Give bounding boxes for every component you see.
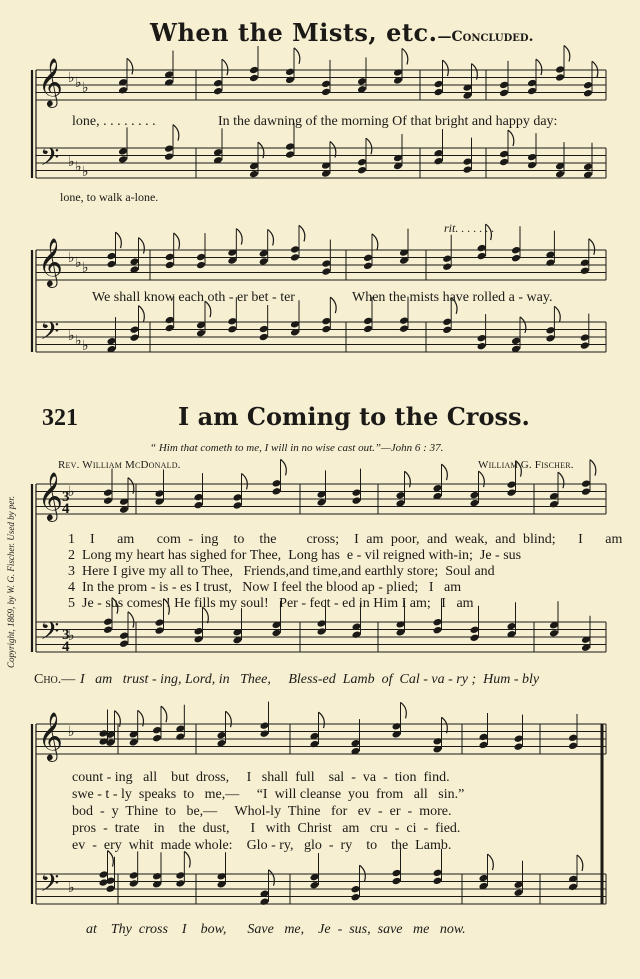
bass-note	[259, 325, 269, 334]
treble-note	[285, 68, 295, 77]
bass-note	[433, 626, 443, 635]
system2-lyric-b: When the mists have rolled a - way.	[352, 290, 553, 305]
treble-note-flag	[443, 60, 449, 76]
treble-note-flag	[226, 711, 232, 727]
treble-note	[260, 721, 270, 730]
time-signature: 3	[62, 627, 70, 643]
treble-note	[555, 73, 565, 82]
treble-note-flag	[564, 45, 570, 61]
treble-note-flag	[590, 460, 596, 476]
treble-note	[321, 88, 331, 97]
treble-note-flag	[294, 48, 300, 64]
bass-note	[194, 635, 204, 644]
treble-note	[581, 479, 591, 488]
bass-note	[470, 634, 480, 643]
treble-note	[499, 89, 509, 98]
flat-sign: ♭	[82, 81, 89, 96]
bass-note	[227, 325, 237, 334]
treble-note	[152, 726, 162, 735]
treble-note-flag	[592, 61, 598, 77]
bass-note	[568, 883, 578, 892]
bass-note	[357, 158, 367, 167]
treble-note-flag	[268, 229, 274, 245]
system2-lyric-a: We shall know each oth - er bet - ter	[92, 290, 295, 305]
bass-clef: 𝄢	[40, 869, 60, 904]
verse1-line2: count - ing all but dross, I shall full sal - va - tion find.	[72, 770, 450, 785]
treble-note-flag	[479, 471, 485, 487]
treble-note	[249, 66, 259, 75]
bass-note	[285, 142, 295, 151]
bass-note-flag	[269, 870, 275, 886]
treble-note-flag	[319, 712, 325, 728]
bass-note-flag	[508, 130, 514, 146]
time-signature: 3	[62, 489, 70, 505]
treble-clef: 𝄞	[38, 471, 63, 520]
treble-note-flag	[127, 58, 133, 74]
bass-note	[351, 885, 361, 894]
bass-note	[130, 333, 140, 342]
treble-note-flag	[174, 233, 180, 249]
bass-note	[477, 334, 487, 343]
treble-note-flag	[442, 717, 448, 733]
bass-note	[155, 618, 165, 627]
treble-clef: 𝄞	[38, 57, 63, 106]
treble-note	[583, 81, 593, 90]
treble-note	[499, 81, 509, 90]
bass-note	[129, 871, 139, 880]
treble-note	[107, 252, 117, 261]
treble-note	[507, 480, 517, 489]
bass-note-flag	[488, 854, 494, 870]
flat-sign: ♭	[68, 629, 75, 644]
bass-note-flag	[173, 125, 179, 141]
verse2-line2: swe - t - ly speaks to me,— “I will cleanse you from all sin.”	[72, 787, 465, 802]
bass-note	[545, 334, 555, 343]
bass-note	[175, 871, 185, 880]
flat-sign: ♭	[68, 485, 75, 500]
bass-note	[155, 626, 165, 635]
treble-note	[357, 77, 367, 86]
bass-note	[399, 324, 409, 333]
bass-note	[259, 333, 269, 342]
bass-note	[463, 165, 473, 174]
flat-sign: ♭	[75, 334, 82, 349]
bass-note	[165, 316, 175, 325]
treble-note-flag	[161, 706, 167, 722]
bass-note	[321, 317, 331, 326]
bass-note	[321, 325, 331, 334]
bass-note	[357, 166, 367, 175]
bass-note	[392, 877, 402, 886]
treble-note	[155, 489, 165, 498]
verse4-line2: pros - trate in the dust, I with Christ am cru - ci - fied.	[72, 821, 461, 836]
treble-note	[511, 254, 521, 263]
bass-note	[442, 326, 452, 335]
treble-note	[514, 742, 524, 751]
treble-note-flag	[139, 238, 145, 254]
bass-note-flag	[128, 612, 134, 628]
bass-note	[514, 888, 524, 897]
treble-note	[352, 496, 362, 505]
bass-note	[549, 629, 559, 638]
treble-note	[213, 87, 223, 96]
treble-note-flag	[236, 229, 242, 245]
bass-note	[434, 149, 444, 158]
treble-note	[479, 733, 489, 742]
treble-note	[107, 260, 117, 269]
bass-note	[310, 881, 320, 890]
treble-note-flag	[536, 59, 542, 75]
treble-note	[165, 261, 175, 270]
treble-note-flag	[116, 232, 122, 248]
flat-sign: ♭	[82, 261, 89, 276]
treble-note-flag	[281, 459, 287, 475]
treble-note	[175, 732, 185, 741]
bass-note	[479, 874, 489, 883]
treble-note-flag	[242, 473, 248, 489]
verse5-line2: ev - ery whit made whole: Glo - ry, glo - ry to the Lamb.	[72, 838, 452, 853]
treble-note	[249, 74, 259, 83]
bass-note	[129, 879, 139, 888]
treble-note	[363, 254, 373, 263]
flat-sign: ♭	[68, 71, 75, 86]
bass-note	[164, 144, 174, 153]
treble-note	[568, 734, 578, 743]
bass-note	[165, 324, 175, 333]
verse3-line2: bod - y Thine to be,— Whol-ly Thine for ev - er - more.	[72, 804, 452, 819]
bass-note-flag	[554, 306, 560, 322]
bass-note	[433, 877, 443, 886]
flat-sign: ♭	[75, 160, 82, 175]
treble-note	[580, 266, 590, 275]
treble-note	[442, 262, 452, 271]
bass-note	[321, 161, 331, 170]
treble-note	[363, 262, 373, 271]
bass-note	[175, 879, 185, 888]
treble-note	[580, 258, 590, 267]
treble-note	[194, 501, 204, 510]
bass-note	[119, 639, 129, 648]
verse1-line1: 1 I am com - ing to the cross; I am poor, and weak, and blind; I am	[68, 532, 623, 547]
treble-note	[433, 737, 443, 746]
bass-note	[463, 157, 473, 166]
bass-note	[217, 872, 227, 881]
verse5-line1: 5 Je - sus comes ! He fills my soul! Per - fect - ed in Him I am; I am	[68, 596, 474, 611]
treble-note-flag	[558, 472, 564, 488]
bass-note-flag	[360, 865, 366, 881]
system1-lyric-b: In the dawning of the morning Of that bright and happy day:	[218, 114, 558, 129]
verse4-line1: 4 In the prom - is - es I trust, Now I feel the blood ap - plied; I am	[68, 580, 462, 595]
bass-note-flag	[139, 306, 145, 322]
time-signature: 4	[62, 501, 70, 517]
bass-note	[290, 320, 300, 329]
treble-note	[555, 65, 565, 74]
treble-note	[527, 79, 537, 88]
bass-note	[164, 152, 174, 161]
bass-note	[396, 620, 406, 629]
treble-note	[233, 493, 243, 502]
bass-note	[433, 618, 443, 627]
treble-note	[321, 267, 331, 276]
treble-note	[165, 253, 175, 262]
system1-lyric-a: lone, . . . . . . . .	[72, 114, 156, 129]
bass-note	[317, 619, 327, 628]
treble-note-flag	[589, 239, 595, 255]
chorus-line2: at Thy cross I bow, Save me, Je - sus, save me now.	[86, 922, 466, 937]
treble-note	[393, 68, 403, 77]
author-credit: Rev. William McDonald.	[58, 459, 181, 471]
treble-note	[272, 479, 282, 488]
bass-note	[433, 869, 443, 878]
continued-title-text: When the Mists, etc.	[150, 18, 438, 47]
bass-note	[434, 157, 444, 166]
treble-note-flag	[401, 702, 407, 718]
treble-note	[233, 501, 243, 510]
treble-note-flag	[442, 464, 448, 480]
treble-note	[507, 488, 517, 497]
treble-note	[213, 79, 223, 88]
treble-note	[217, 731, 227, 740]
bass-note-flag	[366, 138, 372, 154]
bass-clef: 𝄢	[40, 617, 60, 652]
bass-note	[317, 627, 327, 636]
bass-note	[580, 333, 590, 342]
treble-note	[527, 87, 537, 96]
bass-note	[249, 170, 259, 179]
bass-note	[119, 631, 129, 640]
rit-marking: rit. . . . . . .	[444, 221, 495, 235]
bass-note	[130, 325, 140, 334]
bass-note	[99, 870, 109, 879]
bass-note	[351, 893, 361, 902]
treble-note	[155, 497, 165, 506]
treble-note	[545, 258, 555, 267]
treble-note	[511, 246, 521, 255]
treble-note	[194, 493, 204, 502]
continued-suffix: —Concluded.	[437, 29, 534, 45]
bass-note	[527, 161, 537, 170]
treble-note	[581, 487, 591, 496]
treble-note	[442, 254, 452, 263]
bass-note	[196, 329, 206, 338]
treble-note	[118, 86, 128, 95]
composer-credit: William G. Fischer.	[478, 459, 574, 471]
bass-note	[442, 318, 452, 327]
treble-note	[290, 245, 300, 254]
bass-note	[363, 317, 373, 326]
bass-note	[499, 158, 509, 167]
flat-sign: ♭	[82, 165, 89, 180]
bass-note	[260, 897, 270, 906]
flat-sign: ♭	[68, 725, 75, 740]
treble-note	[259, 249, 269, 258]
bass-note	[499, 150, 509, 159]
bass-note	[103, 625, 113, 634]
copyright-note: Copyright, 1869, by W. G. Fischer. Used by per.	[6, 495, 16, 668]
bass-note	[106, 884, 116, 893]
bass-note-flag	[520, 317, 526, 333]
treble-note	[392, 722, 402, 731]
bass-note	[392, 869, 402, 878]
verse2-line1: 2 Long my heart has sighed for Thee, Long has e - vil reigned with-in; Je - sus	[68, 548, 522, 563]
treble-note	[477, 244, 487, 253]
flat-sign: ♭	[75, 256, 82, 271]
treble-note	[352, 488, 362, 497]
bass-note	[227, 317, 237, 326]
time-signature: 4	[62, 639, 70, 655]
verse3-line1: 3 Here I give my all to Thee, Friends,and time,and earthly store; Soul and	[68, 564, 495, 579]
flat-sign: ♭	[68, 155, 75, 170]
bass-note	[393, 154, 403, 163]
bass-note	[470, 626, 480, 635]
treble-note-flag	[405, 471, 411, 487]
treble-note	[152, 734, 162, 743]
bass-note-flag	[577, 855, 583, 871]
bass-note	[555, 170, 565, 179]
bass-note	[352, 630, 362, 639]
bass-staff	[36, 874, 606, 904]
scripture-quote: “ Him that cometh to me, I will in no wise cast out.”—John 6 : 37.	[150, 442, 444, 454]
treble-note	[470, 491, 480, 500]
treble-note	[583, 89, 593, 98]
chorus-label: Cho.—	[34, 672, 76, 687]
treble-note	[549, 500, 559, 509]
bass-note	[194, 627, 204, 636]
treble-note	[321, 80, 331, 89]
flat-sign: ♭	[68, 251, 75, 266]
treble-clef: 𝄞	[38, 237, 63, 286]
treble-note-flag	[222, 59, 228, 75]
bass-clef: 𝄢	[40, 317, 60, 352]
treble-note-flag	[372, 234, 378, 250]
treble-note	[321, 259, 331, 268]
treble-clef: 𝄞	[38, 711, 63, 760]
bass-note	[118, 155, 128, 164]
hymn-number: 321	[42, 405, 78, 431]
treble-note	[164, 78, 174, 87]
bass-note	[285, 150, 295, 159]
bass-note	[399, 316, 409, 325]
treble-note	[568, 742, 578, 751]
bass-clef: 𝄢	[40, 143, 60, 178]
treble-note	[103, 496, 113, 505]
treble-note	[196, 253, 206, 262]
treble-note	[259, 257, 269, 266]
treble-note	[396, 491, 406, 500]
flat-sign: ♭	[75, 76, 82, 91]
flat-sign: ♭	[68, 881, 75, 896]
flat-sign: ♭	[68, 329, 75, 344]
treble-note	[285, 76, 295, 85]
treble-note	[310, 740, 320, 749]
flat-sign: ♭	[82, 339, 89, 354]
treble-note-flag	[299, 225, 305, 241]
bass-note	[477, 342, 487, 351]
hymn-title: I am Coming to the Cross.	[178, 402, 530, 431]
bass-note	[583, 163, 593, 172]
treble-note	[514, 734, 524, 743]
bass-note-flag	[330, 297, 336, 313]
system1-bass-lyric: lone, to walk a-lone.	[60, 190, 159, 204]
treble-note	[290, 253, 300, 262]
treble-note	[272, 487, 282, 496]
treble-note	[477, 252, 487, 261]
treble-note	[434, 88, 444, 97]
treble-note	[196, 261, 206, 270]
treble-note	[434, 80, 444, 89]
treble-note	[260, 729, 270, 738]
treble-note	[103, 488, 113, 497]
bass-note	[511, 337, 521, 346]
bass-note	[527, 153, 537, 162]
bass-note	[103, 617, 113, 626]
bass-note	[580, 341, 590, 350]
treble-note-flag	[402, 48, 408, 64]
bass-note	[363, 325, 373, 334]
bass-note	[152, 872, 162, 881]
chorus-line1: I am trust - ing, Lord, in Thee, Bless-ed Lamb of Cal - va - ry ; Hum - bly	[80, 672, 540, 687]
treble-note	[479, 741, 489, 750]
bass-note	[545, 326, 555, 335]
